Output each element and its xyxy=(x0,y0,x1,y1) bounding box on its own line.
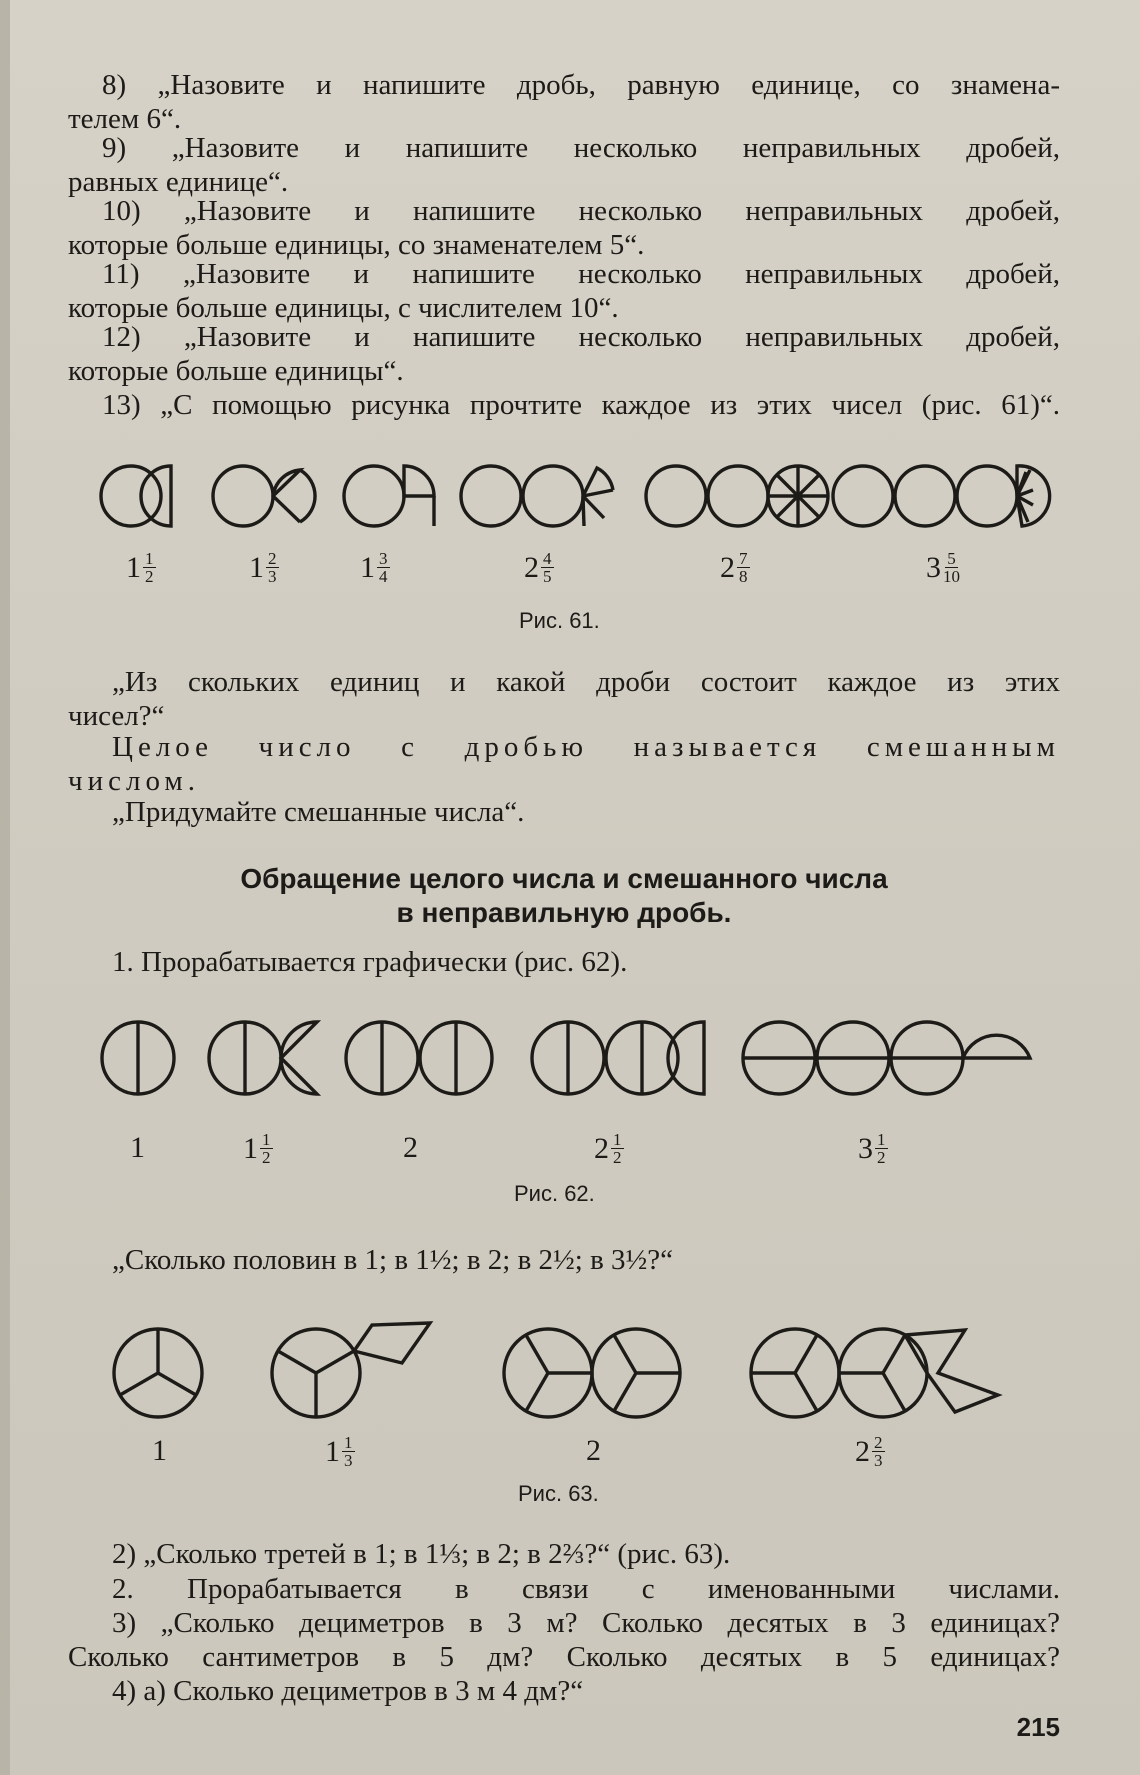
fig62-label-2: 1 $\frac{1}{2}$ xyxy=(243,1130,271,1167)
fig62-label-5: 3 $\frac{1}{2}$ xyxy=(858,1130,886,1167)
exercise-3-line-1: 3) „Сколько дециметров в 3 м? Сколько десятых в 3 единицах? xyxy=(112,1607,1060,1639)
exercise-2-thirds: 2) „Сколько третей в 1; в 1⅓; в 2; в 2⅔?“ (рис. 63). xyxy=(112,1538,731,1570)
fig63-label-2: 1 $\frac{1}{3}$ xyxy=(325,1433,353,1470)
task-mixed-numbers: „Придумайте смешанные числа“. xyxy=(112,796,525,828)
definition-line-2: числом. xyxy=(68,765,200,797)
fig61-label-1: 1 $\frac{1}{2}$ xyxy=(126,549,154,586)
fig62-label-3: 2 xyxy=(403,1131,418,1164)
fig63-label-3: 2 xyxy=(586,1434,601,1467)
question-units-line-2: чисел?“ xyxy=(68,700,165,732)
fig61-label-2: 1 $\frac{2}{3}$ xyxy=(249,549,277,586)
fig63-label-1: 1 xyxy=(152,1434,167,1467)
exercise-8-line-1: 8) „Назовите и напишите дробь, равную единице, со знамена- xyxy=(102,69,1060,101)
exercise-12-line-2: которые больше единицы“. xyxy=(68,355,404,387)
exercise-12-line-1: 12) „Назовите и напишите несколько неправильных дробей, xyxy=(102,321,1060,353)
exercise-8-line-2: телем 6“. xyxy=(68,103,182,135)
fig62-caption: Рис. 62. xyxy=(514,1181,595,1206)
question-halves: „Сколько половин в 1; в 1½; в 2; в 2½; в 3½?“ xyxy=(112,1244,674,1276)
exercise-3-line-2: Сколько сантиметров в 5 дм? Сколько десятых в 5 единицах? xyxy=(68,1641,1060,1673)
exercise-10-line-1: 10) „Назовите и напишите несколько неправильных дробей, xyxy=(102,195,1060,227)
fig62-label-4: 2 $\frac{1}{2}$ xyxy=(594,1130,622,1167)
fig61-label-6: 3 $\frac{5}{10}$ xyxy=(926,549,960,586)
fig63-caption: Рис. 63. xyxy=(518,1481,599,1506)
fig61-label-3: 1 $\frac{3}{4}$ xyxy=(360,549,388,586)
definition-line-1: Целое число с дробью называется смешанным xyxy=(112,731,1060,763)
section-title-line-1: Обращение целого числа и смешанного числа xyxy=(240,863,888,894)
exercise-9-line-2: равных единице“. xyxy=(68,166,289,198)
fig61-label-4: 2 $\frac{4}{5}$ xyxy=(524,549,552,586)
exercise-11-line-1: 11) „Назовите и напишите несколько неправильных дробей, xyxy=(102,258,1060,290)
exercise-13: 13) „С помощью рисунка прочтите каждое из этих чисел (рис. 61)“. xyxy=(102,389,1060,421)
page-number: 215 xyxy=(1016,1712,1060,1742)
question-units-line-1: „Из скольких единиц и какой дроби состоит каждое из этих xyxy=(112,666,1060,698)
fig61-caption: Рис. 61. xyxy=(519,608,600,633)
exercise-11-line-2: которые больше единицы, с числителем 10“. xyxy=(68,292,619,324)
section-title-line-2: в неправильную дробь. xyxy=(396,897,732,928)
fig62-label-1: 1 xyxy=(130,1131,145,1164)
exercise-9-line-1: 9) „Назовите и напишите несколько неправильных дробей, xyxy=(102,132,1060,164)
fig61-label-5: 2 $\frac{7}{8}$ xyxy=(720,549,748,586)
section-item-1: 1. Прорабатывается графически (рис. 62). xyxy=(112,946,628,978)
fig63-label-4: 2 $\frac{2}{3}$ xyxy=(855,1433,883,1470)
exercise-4: 4) а) Сколько дециметров в 3 м 4 дм?“ xyxy=(112,1675,584,1707)
exercise-10-line-2: которые больше единицы, со знаменателем 5“. xyxy=(68,229,645,261)
section-item-2: 2. Прорабатывается в связи с именованными числами. xyxy=(112,1573,1060,1605)
